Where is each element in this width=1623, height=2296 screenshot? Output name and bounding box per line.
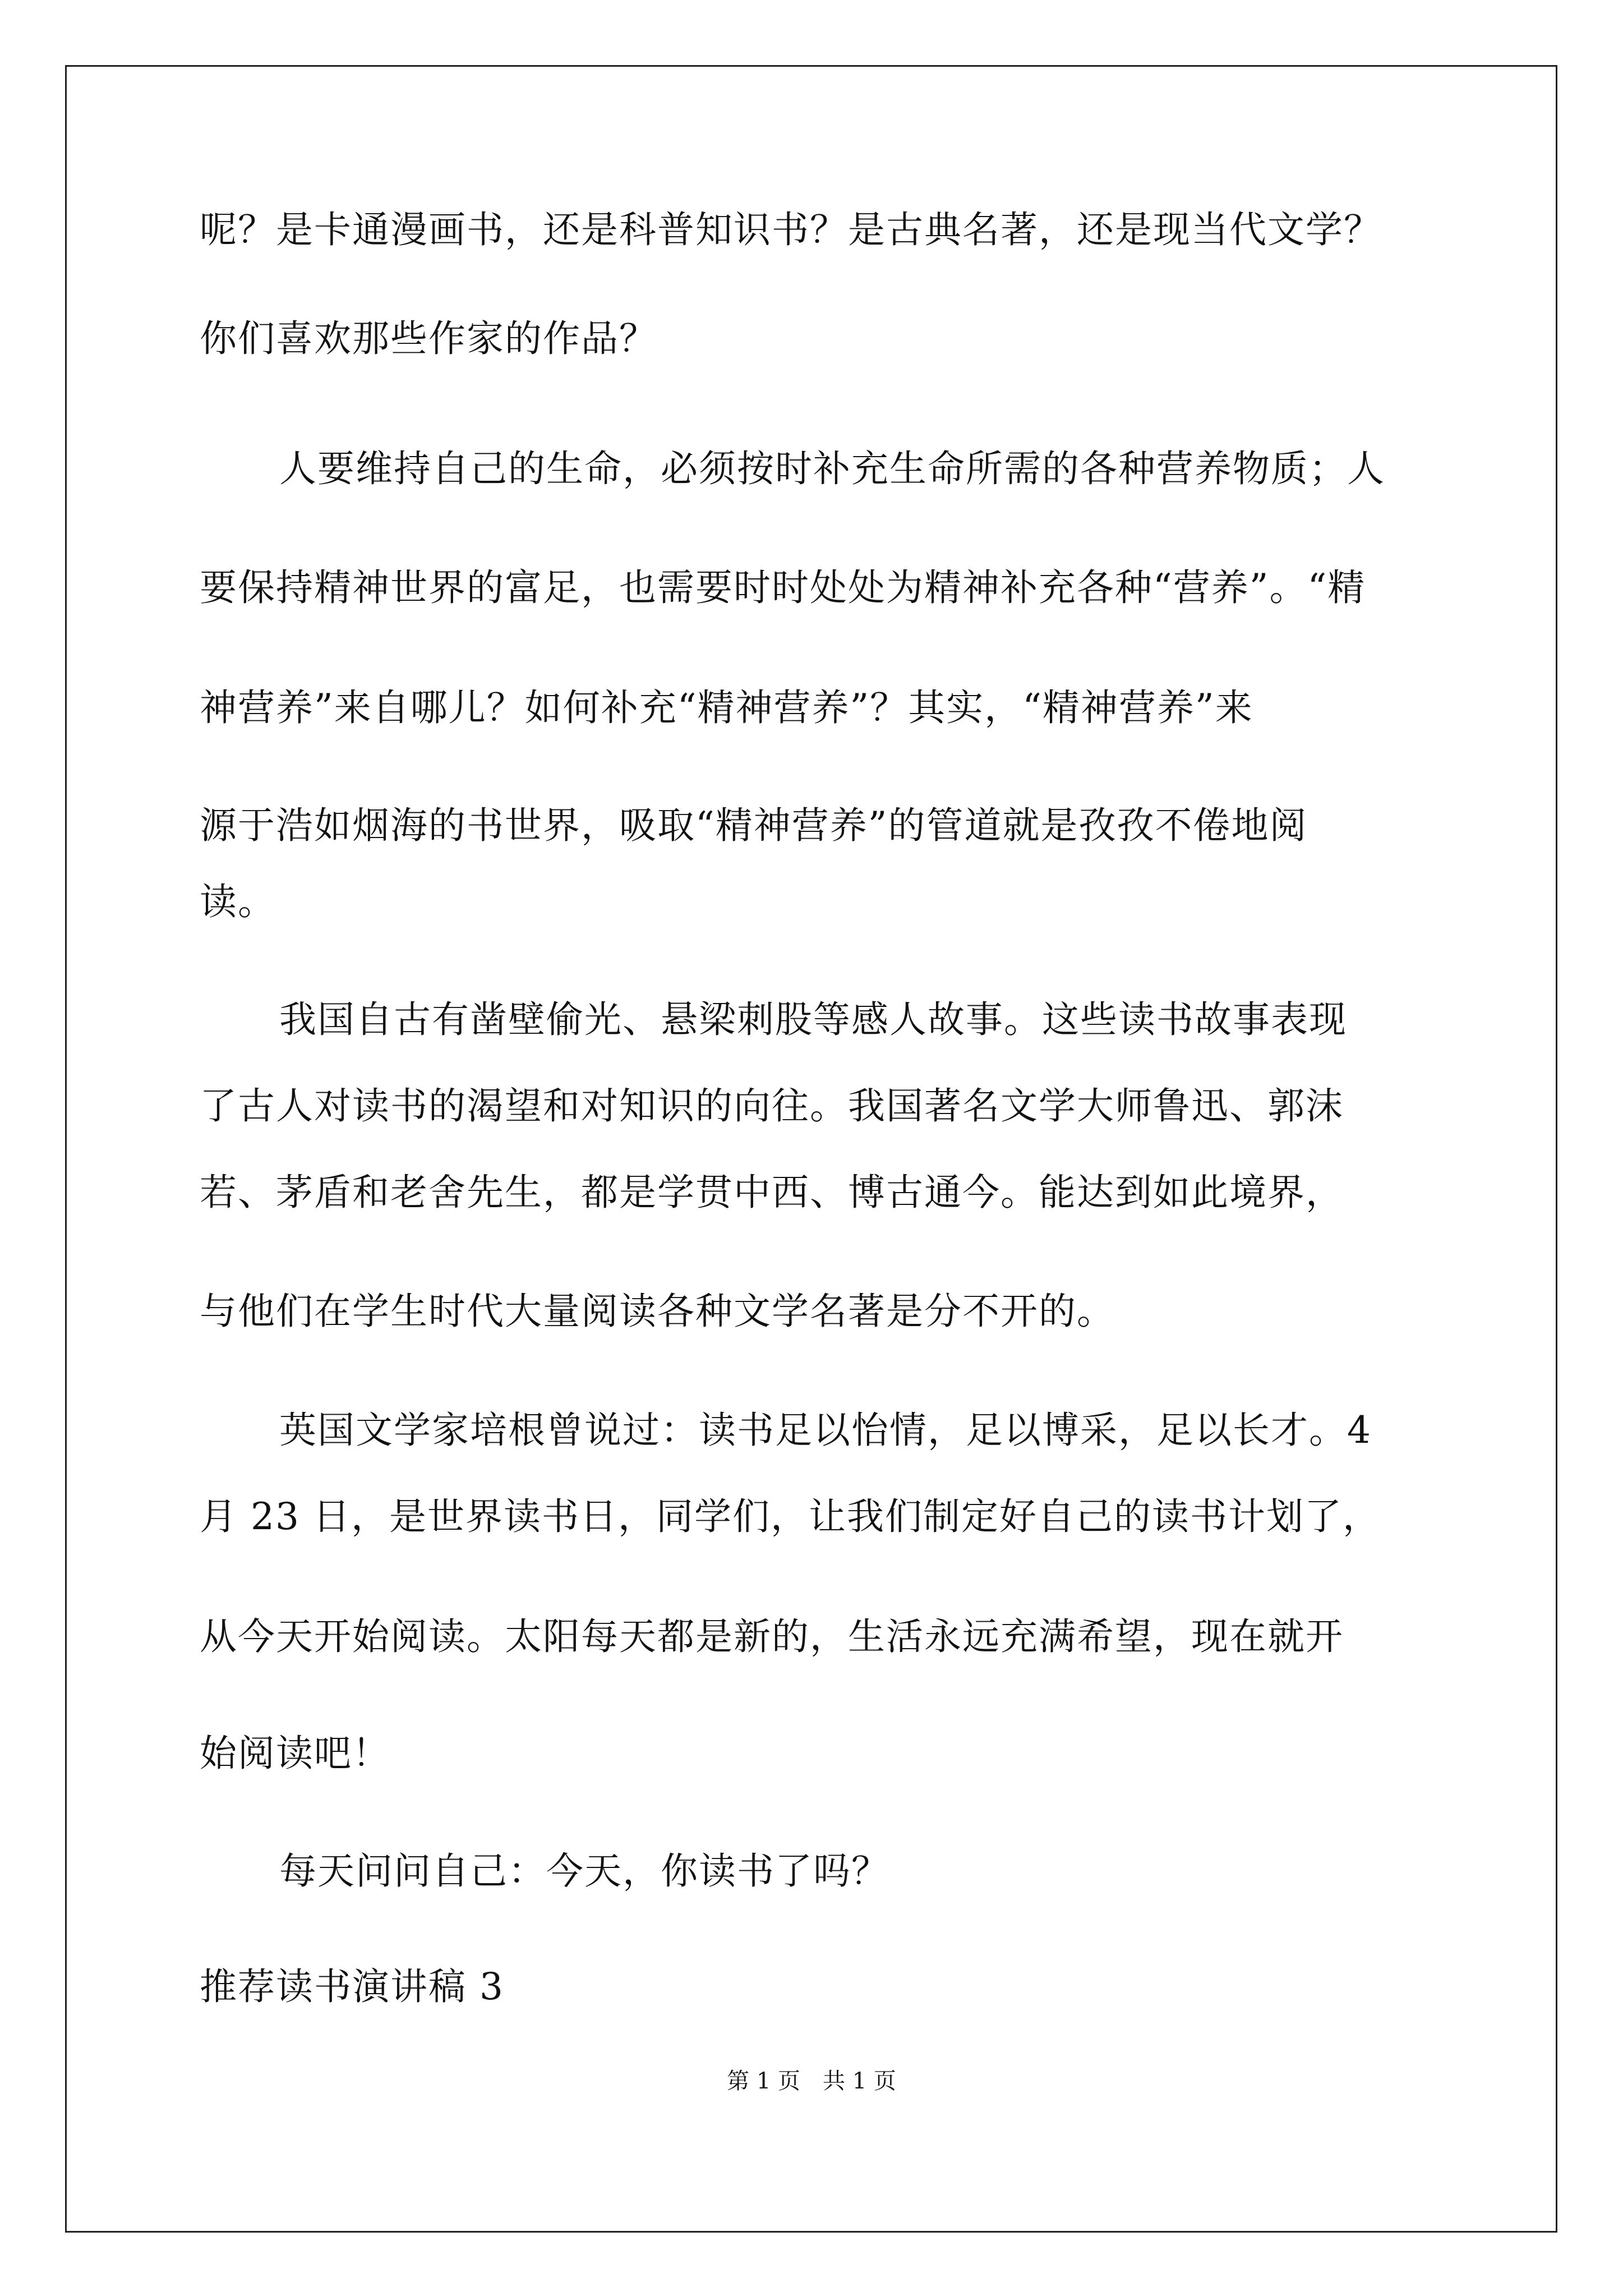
paragraph-line: 了古人对读书的渴望和对知识的向往。我国著名文学大师鲁迅、郭沫	[200, 1084, 1344, 1128]
paragraph-line: 我国自古有凿壁偷光、悬梁刺股等感人故事。这些读书故事表现	[279, 998, 1347, 1041]
paragraph-line: 从今天开始阅读。太阳每天都是新的，生活永远充满希望，现在就开	[200, 1615, 1344, 1658]
paragraph-line: 每天问问自己：今天，你读书了吗？	[279, 1849, 889, 1893]
paragraph-line: 若、茅盾和老舍先生，都是学贯中西、博古通今。能达到如此境界，	[200, 1171, 1344, 1214]
paragraph-line: 始阅读吧！	[200, 1732, 390, 1775]
paragraph-line: 神营养”来自哪儿？如何补充“精神营养”？其实，“精神营养”来	[200, 686, 1253, 729]
paragraph-line: 人要维持自己的生命，必须按时补充生命所需的各种营养物质；人	[279, 447, 1385, 490]
paragraph-line: 呢？是卡通漫画书，还是科普知识书？是古典名著，还是现当代文学？	[200, 208, 1382, 251]
section-heading: 推荐读书演讲稿 3	[200, 1965, 504, 2008]
paragraph-line: 你们喜欢那些作家的作品？	[200, 317, 657, 360]
page-border	[65, 65, 1557, 2233]
page-number-footer: 第 1 页 共 1 页	[727, 2068, 896, 2094]
paragraph-line: 与他们在学生时代大量阅读各种文学名著是分不开的。	[200, 1290, 1115, 1333]
paragraph-line: 读。	[200, 880, 276, 923]
paragraph-line: 月 23 日，是世界读书日，同学们，让我们制定好自己的读书计划了，	[200, 1495, 1381, 1538]
paragraph-line: 源于浩如烟海的书世界，吸取“精神营养”的管道就是孜孜不倦地阅	[200, 804, 1308, 847]
paragraph-line: 要保持精神世界的富足，也需要时时处处为精神补充各种“营养”。“精	[200, 566, 1366, 609]
paragraph-line: 英国文学家培根曾说过：读书足以怡情，足以博采，足以长才。4	[279, 1409, 1372, 1452]
